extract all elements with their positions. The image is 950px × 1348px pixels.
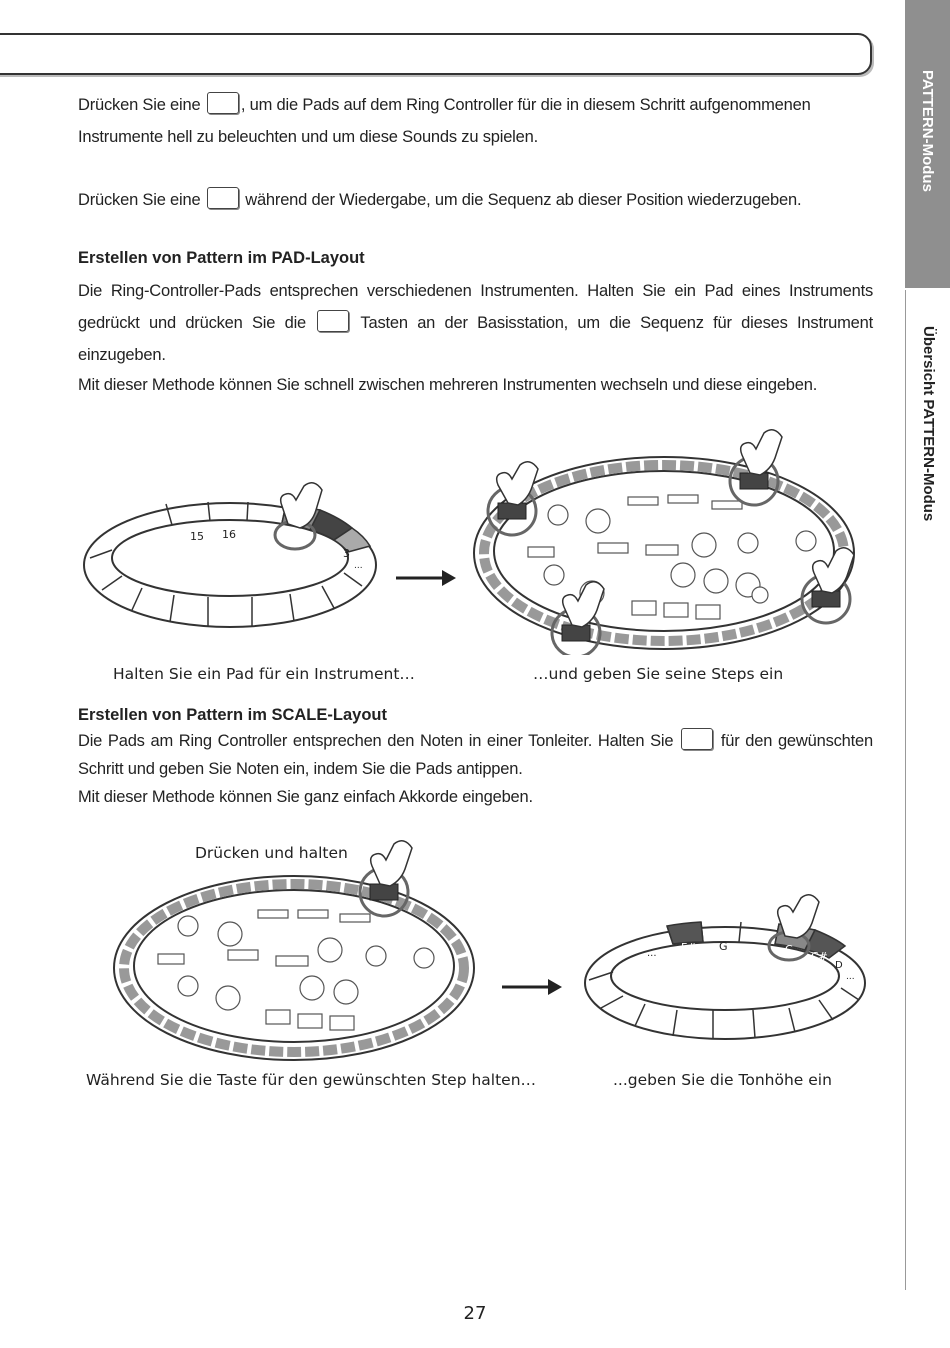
figure-1-caption-right: …und geben Sie seine Steps ein — [533, 665, 784, 683]
ring-label: 3 — [343, 547, 350, 560]
section-tab-label: Übersicht PATTERN-Modus — [920, 326, 937, 522]
page-number: 27 — [463, 1303, 487, 1324]
ring-label: D — [835, 960, 843, 971]
ring-label: C — [785, 943, 793, 956]
base-station-illustration — [108, 838, 488, 1064]
figure-2-caption-right: ...geben Sie die Tonhöhe ein — [613, 1071, 832, 1089]
pad-layout-text-end: Tasten an der Basisstation, um die Sequenz für dieses Instrument einzugeben. — [78, 314, 873, 364]
ring-label: ... — [846, 972, 855, 982]
header-bar — [0, 33, 872, 75]
figure-2-caption-left: Während Sie die Taste für den gewünschten Step halten… — [86, 1071, 537, 1089]
paragraph-2 — [78, 184, 873, 216]
ring-label: ... — [647, 948, 657, 959]
scale-layout-paragraph-2: Mit dieser Methode können Sie ganz einfach Akkorde eingeben. — [78, 788, 533, 806]
ring-label: 2 — [320, 540, 327, 553]
scale-layout-text-end: für den gewünschten Schritt und geben Sie Noten ein, indem Sie die Pads antippen. — [78, 732, 873, 778]
figure-1-caption-left: Halten Sie ein Pad für ein Instrument… — [113, 665, 415, 683]
arrow-icon — [394, 566, 458, 590]
chapter-tab-label: PATTERN-Modus — [919, 70, 936, 192]
paragraph-1-end: , um die Pads auf dem Ring Controller für die in diesem Schritt aufgenommenen Instrumente hell zu beleuchten und um diese Sounds zu spielen. — [78, 96, 811, 146]
press-and-hold-label: Drücken und halten — [195, 844, 348, 862]
pad-layout-paragraph — [78, 275, 873, 371]
step-key-icon — [207, 92, 239, 114]
heading-pad-layout: Erstellen von Pattern im PAD-Layout — [78, 249, 365, 267]
ring-controller-illustration — [583, 888, 873, 1043]
paragraph-1 — [78, 89, 873, 153]
ring-controller-illustration — [82, 480, 382, 640]
ring-label: 15 — [190, 530, 204, 543]
base-station-illustration — [468, 425, 863, 655]
arrow-icon — [500, 975, 564, 999]
section-tab[interactable] — [905, 290, 950, 1290]
pad-layout-text-start: Die Ring-Controller-Pads entsprechen verschiedenen Instrumenten. Halten Sie ein Pad eines Instruments gedrückt und drücken Sie die — [78, 282, 873, 332]
ring-label: ... — [354, 561, 363, 571]
chapter-tab-active[interactable] — [905, 0, 950, 288]
step-key-icon — [317, 310, 349, 332]
step-key-icon — [681, 728, 713, 750]
pad-layout-paragraph-2: Mit dieser Methode können Sie schnell zwischen mehreren Instrumenten wechseln und diese eingeben. — [78, 376, 818, 394]
step-key-icon — [207, 187, 239, 209]
ring-label: 1 — [290, 533, 297, 546]
heading-scale-layout: Erstellen von Pattern im SCALE-Layout — [78, 706, 387, 724]
scale-layout-paragraph — [78, 727, 873, 783]
ring-label: C# — [811, 950, 828, 963]
paragraph-2-start: Drücken Sie eine — [78, 191, 205, 209]
paragraph-2-end: während der Wiedergabe, um die Sequenz ab dieser Position wiederzugeben. — [240, 191, 802, 209]
scale-layout-text-start: Die Pads am Ring Controller entsprechen den Noten in einer Tonleiter. Halten Sie — [78, 732, 680, 750]
ring-label: 16 — [222, 528, 236, 541]
ring-label: G — [719, 940, 728, 953]
ring-label: F# — [681, 941, 697, 954]
paragraph-1-start: Drücken Sie eine — [78, 96, 205, 114]
